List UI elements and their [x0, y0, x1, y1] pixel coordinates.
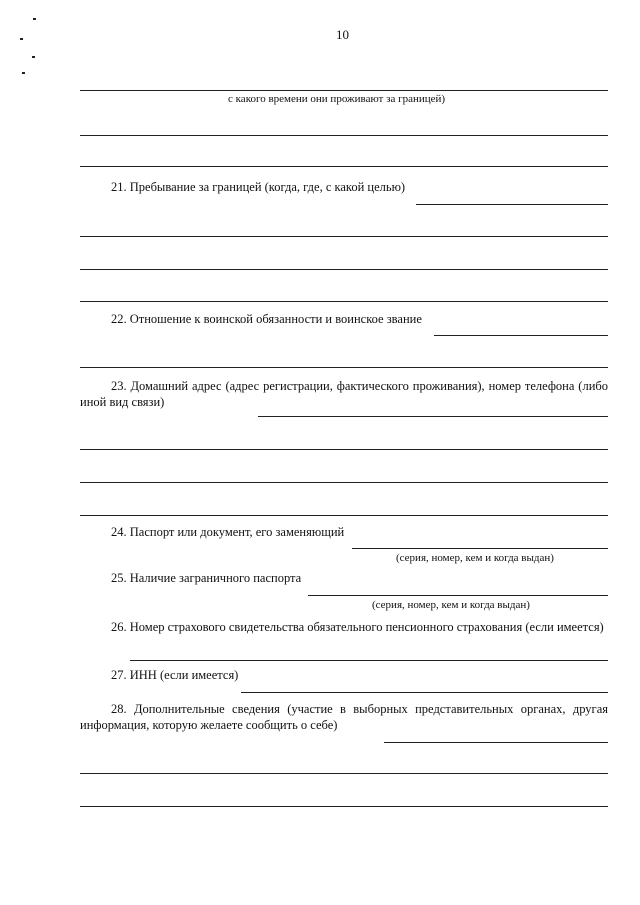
- item-26-label: 26. Номер страхового свидетельства обязательного пенсионного страхования (если имеется): [111, 620, 604, 634]
- item-23-label: 23. Домашний адрес (адрес регистрации, фактического проживания), номер телефона (либо иной вид связи): [80, 379, 608, 409]
- answer-line[interactable]: [80, 301, 608, 302]
- item-28-label: 28. Дополнительные сведения (участие в выборных представительных органах, другая информация, которую желаете сообщить о себе): [80, 702, 608, 732]
- answer-line[interactable]: [384, 742, 608, 743]
- answer-line[interactable]: [258, 416, 608, 417]
- answer-line[interactable]: [80, 269, 608, 270]
- answer-line[interactable]: [80, 515, 608, 516]
- scan-mark: [32, 56, 35, 58]
- answer-line[interactable]: [80, 806, 608, 807]
- item-27-label: 27. ИНН (если имеется): [111, 668, 239, 682]
- answer-line[interactable]: [352, 548, 608, 549]
- item-25-label: 25. Наличие заграничного паспорта: [111, 571, 302, 585]
- answer-line[interactable]: [80, 449, 608, 450]
- item-24-label: 24. Паспорт или документ, его заменяющий: [111, 525, 345, 539]
- item-22-label: 22. Отношение к воинской обязанности и воинское звание: [111, 312, 422, 326]
- scan-mark: [22, 72, 25, 74]
- answer-line[interactable]: [130, 660, 608, 661]
- answer-line[interactable]: [416, 204, 608, 205]
- page-number: 10: [336, 27, 349, 42]
- field-caption: с какого времени они проживают за границей): [228, 93, 446, 105]
- answer-line[interactable]: [80, 135, 608, 136]
- field-caption: (серия, номер, кем и когда выдан): [372, 599, 530, 611]
- answer-line[interactable]: [434, 335, 608, 336]
- answer-line[interactable]: [80, 482, 608, 483]
- answer-line[interactable]: [80, 90, 608, 91]
- answer-line[interactable]: [80, 236, 608, 237]
- item-21-label: 21. Пребывание за границей (когда, где, с какой целью): [111, 180, 406, 194]
- scan-mark: [33, 18, 36, 20]
- scan-mark: [20, 38, 23, 40]
- field-caption: (серия, номер, кем и когда выдан): [396, 552, 554, 564]
- answer-line[interactable]: [80, 773, 608, 774]
- answer-line[interactable]: [308, 595, 608, 596]
- answer-line[interactable]: [80, 166, 608, 167]
- answer-line[interactable]: [80, 367, 608, 368]
- answer-line[interactable]: [241, 692, 608, 693]
